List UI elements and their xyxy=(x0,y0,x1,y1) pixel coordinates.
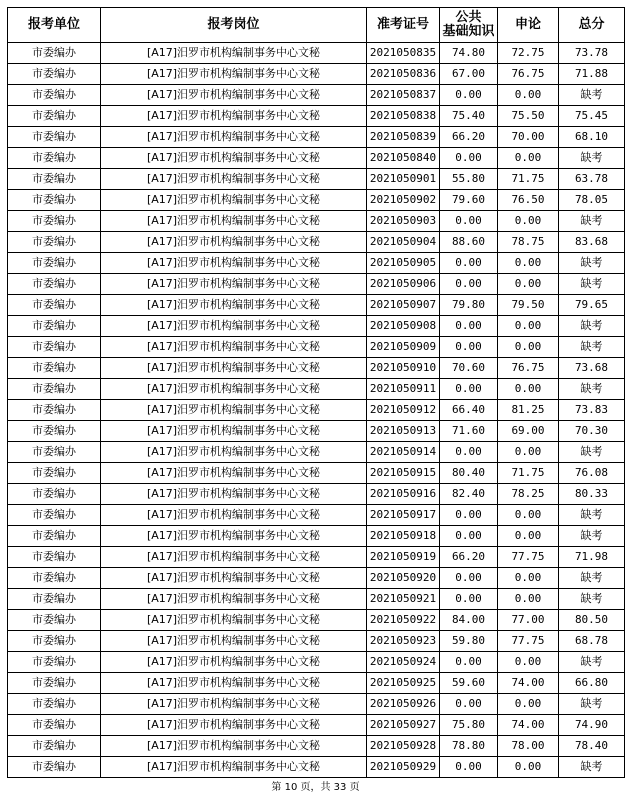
cell-position: [A17]汨罗市机构编制事务中心文秘 xyxy=(101,106,367,127)
cell-total: 70.30 xyxy=(559,421,625,442)
cell-total: 78.40 xyxy=(559,736,625,757)
cell-position: [A17]汨罗市机构编制事务中心文秘 xyxy=(101,274,367,295)
cell-essay: 81.25 xyxy=(498,400,559,421)
table-row xyxy=(8,568,625,589)
cell-essay: 0.00 xyxy=(498,253,559,274)
cell-total: 80.50 xyxy=(559,610,625,631)
cell-position: [A17]汨罗市机构编制事务中心文秘 xyxy=(101,526,367,547)
table-row xyxy=(8,652,625,673)
cell-essay: 0.00 xyxy=(498,757,559,778)
table-row xyxy=(8,169,625,190)
cell-essay: 0.00 xyxy=(498,442,559,463)
cell-total: 71.88 xyxy=(559,64,625,85)
cell-exam-id: 2021050924 xyxy=(367,652,440,673)
cell-total: 缺考 xyxy=(559,337,625,358)
cell-essay: 79.50 xyxy=(498,295,559,316)
header-total: 总分 xyxy=(559,8,625,43)
cell-essay: 0.00 xyxy=(498,694,559,715)
cell-exam-id: 2021050927 xyxy=(367,715,440,736)
cell-position: [A17]汨罗市机构编制事务中心文秘 xyxy=(101,631,367,652)
header-row xyxy=(8,8,625,43)
cell-exam-id: 2021050835 xyxy=(367,43,440,64)
cell-position: [A17]汨罗市机构编制事务中心文秘 xyxy=(101,547,367,568)
cell-total: 66.80 xyxy=(559,673,625,694)
cell-essay: 0.00 xyxy=(498,274,559,295)
cell-total: 78.05 xyxy=(559,190,625,211)
table-row xyxy=(8,190,625,211)
cell-unit: 市委编办 xyxy=(8,43,101,64)
cell-exam-id: 2021050921 xyxy=(367,589,440,610)
table-row xyxy=(8,106,625,127)
cell-exam-id: 2021050908 xyxy=(367,316,440,337)
cell-basic-knowledge: 0.00 xyxy=(440,589,498,610)
cell-basic-knowledge: 71.60 xyxy=(440,421,498,442)
table-row xyxy=(8,610,625,631)
cell-exam-id: 2021050839 xyxy=(367,127,440,148)
cell-total: 缺考 xyxy=(559,316,625,337)
cell-unit: 市委编办 xyxy=(8,379,101,400)
cell-essay: 78.75 xyxy=(498,232,559,253)
cell-essay: 0.00 xyxy=(498,148,559,169)
cell-basic-knowledge: 55.80 xyxy=(440,169,498,190)
cell-basic-knowledge: 0.00 xyxy=(440,85,498,106)
table-row xyxy=(8,463,625,484)
cell-basic-knowledge: 79.80 xyxy=(440,295,498,316)
cell-exam-id: 2021050903 xyxy=(367,211,440,232)
cell-essay: 0.00 xyxy=(498,211,559,232)
cell-exam-id: 2021050926 xyxy=(367,694,440,715)
cell-exam-id: 2021050912 xyxy=(367,400,440,421)
cell-position: [A17]汨罗市机构编制事务中心文秘 xyxy=(101,421,367,442)
cell-essay: 0.00 xyxy=(498,526,559,547)
cell-total: 缺考 xyxy=(559,757,625,778)
table-row xyxy=(8,379,625,400)
cell-total: 73.83 xyxy=(559,400,625,421)
cell-position: [A17]汨罗市机构编制事务中心文秘 xyxy=(101,127,367,148)
cell-basic-knowledge: 66.20 xyxy=(440,127,498,148)
cell-exam-id: 2021050906 xyxy=(367,274,440,295)
cell-total: 缺考 xyxy=(559,148,625,169)
cell-unit: 市委编办 xyxy=(8,421,101,442)
table-row xyxy=(8,358,625,379)
cell-exam-id: 2021050920 xyxy=(367,568,440,589)
table-row xyxy=(8,736,625,757)
header-basic-knowledge xyxy=(440,8,498,43)
cell-exam-id: 2021050836 xyxy=(367,64,440,85)
cell-unit: 市委编办 xyxy=(8,400,101,421)
cell-total: 73.78 xyxy=(559,43,625,64)
cell-exam-id: 2021050902 xyxy=(367,190,440,211)
cell-essay: 74.00 xyxy=(498,715,559,736)
cell-total: 73.68 xyxy=(559,358,625,379)
table-row xyxy=(8,757,625,778)
cell-exam-id: 2021050914 xyxy=(367,442,440,463)
cell-position: [A17]汨罗市机构编制事务中心文秘 xyxy=(101,568,367,589)
cell-basic-knowledge: 0.00 xyxy=(440,316,498,337)
cell-exam-id: 2021050925 xyxy=(367,673,440,694)
cell-total: 71.98 xyxy=(559,547,625,568)
table-header xyxy=(8,8,625,43)
header-basic-line2: 基础知识 xyxy=(442,24,495,39)
table-row xyxy=(8,442,625,463)
cell-exam-id: 2021050838 xyxy=(367,106,440,127)
cell-position: [A17]汨罗市机构编制事务中心文秘 xyxy=(101,337,367,358)
table-row xyxy=(8,400,625,421)
table-row xyxy=(8,505,625,526)
cell-total: 缺考 xyxy=(559,568,625,589)
header-essay: 申论 xyxy=(498,8,559,43)
cell-position: [A17]汨罗市机构编制事务中心文秘 xyxy=(101,610,367,631)
cell-essay: 71.75 xyxy=(498,463,559,484)
cell-unit: 市委编办 xyxy=(8,631,101,652)
table-row xyxy=(8,715,625,736)
cell-position: [A17]汨罗市机构编制事务中心文秘 xyxy=(101,652,367,673)
cell-position: [A17]汨罗市机构编制事务中心文秘 xyxy=(101,43,367,64)
cell-position: [A17]汨罗市机构编制事务中心文秘 xyxy=(101,715,367,736)
cell-unit: 市委编办 xyxy=(8,463,101,484)
cell-unit: 市委编办 xyxy=(8,673,101,694)
cell-unit: 市委编办 xyxy=(8,715,101,736)
cell-exam-id: 2021050918 xyxy=(367,526,440,547)
table-row xyxy=(8,295,625,316)
table-row xyxy=(8,484,625,505)
cell-basic-knowledge: 59.60 xyxy=(440,673,498,694)
cell-basic-knowledge: 0.00 xyxy=(440,148,498,169)
cell-essay: 74.00 xyxy=(498,673,559,694)
cell-total: 68.78 xyxy=(559,631,625,652)
cell-essay: 78.00 xyxy=(498,736,559,757)
cell-position: [A17]汨罗市机构编制事务中心文秘 xyxy=(101,316,367,337)
cell-position: [A17]汨罗市机构编制事务中心文秘 xyxy=(101,169,367,190)
cell-basic-knowledge: 82.40 xyxy=(440,484,498,505)
cell-total: 缺考 xyxy=(559,85,625,106)
cell-total: 80.33 xyxy=(559,484,625,505)
cell-position: [A17]汨罗市机构编制事务中心文秘 xyxy=(101,736,367,757)
table-row xyxy=(8,211,625,232)
cell-basic-knowledge: 0.00 xyxy=(440,442,498,463)
cell-unit: 市委编办 xyxy=(8,64,101,85)
cell-position: [A17]汨罗市机构编制事务中心文秘 xyxy=(101,463,367,484)
cell-basic-knowledge: 0.00 xyxy=(440,505,498,526)
cell-essay: 76.50 xyxy=(498,190,559,211)
table-row xyxy=(8,43,625,64)
cell-total: 83.68 xyxy=(559,232,625,253)
scores-table xyxy=(7,7,625,778)
header-position: 报考岗位 xyxy=(101,8,367,43)
cell-exam-id: 2021050929 xyxy=(367,757,440,778)
cell-total: 缺考 xyxy=(559,589,625,610)
cell-essay: 0.00 xyxy=(498,316,559,337)
cell-essay: 72.75 xyxy=(498,43,559,64)
cell-unit: 市委编办 xyxy=(8,757,101,778)
cell-unit: 市委编办 xyxy=(8,547,101,568)
cell-position: [A17]汨罗市机构编制事务中心文秘 xyxy=(101,400,367,421)
cell-essay: 77.00 xyxy=(498,610,559,631)
cell-position: [A17]汨罗市机构编制事务中心文秘 xyxy=(101,85,367,106)
cell-essay: 70.00 xyxy=(498,127,559,148)
table-row xyxy=(8,253,625,274)
cell-essay: 0.00 xyxy=(498,505,559,526)
cell-essay: 0.00 xyxy=(498,652,559,673)
cell-essay: 0.00 xyxy=(498,379,559,400)
cell-total: 68.10 xyxy=(559,127,625,148)
cell-unit: 市委编办 xyxy=(8,85,101,106)
cell-unit: 市委编办 xyxy=(8,211,101,232)
cell-exam-id: 2021050901 xyxy=(367,169,440,190)
cell-basic-knowledge: 74.80 xyxy=(440,43,498,64)
cell-unit: 市委编办 xyxy=(8,106,101,127)
cell-unit: 市委编办 xyxy=(8,484,101,505)
cell-unit: 市委编办 xyxy=(8,526,101,547)
table-row xyxy=(8,631,625,652)
cell-unit: 市委编办 xyxy=(8,568,101,589)
cell-position: [A17]汨罗市机构编制事务中心文秘 xyxy=(101,673,367,694)
cell-total: 缺考 xyxy=(559,442,625,463)
cell-unit: 市委编办 xyxy=(8,274,101,295)
cell-basic-knowledge: 84.00 xyxy=(440,610,498,631)
cell-exam-id: 2021050910 xyxy=(367,358,440,379)
table-row xyxy=(8,85,625,106)
cell-essay: 77.75 xyxy=(498,631,559,652)
table-row xyxy=(8,421,625,442)
cell-basic-knowledge: 79.60 xyxy=(440,190,498,211)
cell-position: [A17]汨罗市机构编制事务中心文秘 xyxy=(101,757,367,778)
cell-unit: 市委编办 xyxy=(8,148,101,169)
cell-basic-knowledge: 0.00 xyxy=(440,526,498,547)
table-row xyxy=(8,127,625,148)
table-row xyxy=(8,64,625,85)
cell-unit: 市委编办 xyxy=(8,337,101,358)
cell-exam-id: 2021050919 xyxy=(367,547,440,568)
table-row xyxy=(8,547,625,568)
cell-position: [A17]汨罗市机构编制事务中心文秘 xyxy=(101,442,367,463)
cell-position: [A17]汨罗市机构编制事务中心文秘 xyxy=(101,211,367,232)
cell-essay: 0.00 xyxy=(498,589,559,610)
cell-exam-id: 2021050905 xyxy=(367,253,440,274)
cell-unit: 市委编办 xyxy=(8,190,101,211)
cell-total: 缺考 xyxy=(559,505,625,526)
table-row xyxy=(8,148,625,169)
cell-total: 缺考 xyxy=(559,379,625,400)
table-row xyxy=(8,526,625,547)
cell-exam-id: 2021050911 xyxy=(367,379,440,400)
cell-basic-knowledge: 59.80 xyxy=(440,631,498,652)
cell-position: [A17]汨罗市机构编制事务中心文秘 xyxy=(101,589,367,610)
cell-essay: 77.75 xyxy=(498,547,559,568)
cell-unit: 市委编办 xyxy=(8,253,101,274)
cell-exam-id: 2021050928 xyxy=(367,736,440,757)
cell-basic-knowledge: 80.40 xyxy=(440,463,498,484)
cell-essay: 69.00 xyxy=(498,421,559,442)
cell-exam-id: 2021050907 xyxy=(367,295,440,316)
cell-total: 缺考 xyxy=(559,652,625,673)
cell-basic-knowledge: 0.00 xyxy=(440,694,498,715)
cell-basic-knowledge: 78.80 xyxy=(440,736,498,757)
table-row xyxy=(8,337,625,358)
cell-position: [A17]汨罗市机构编制事务中心文秘 xyxy=(101,379,367,400)
cell-position: [A17]汨罗市机构编制事务中心文秘 xyxy=(101,232,367,253)
table-row xyxy=(8,589,625,610)
cell-basic-knowledge: 0.00 xyxy=(440,253,498,274)
cell-basic-knowledge: 88.60 xyxy=(440,232,498,253)
cell-position: [A17]汨罗市机构编制事务中心文秘 xyxy=(101,253,367,274)
cell-essay: 78.25 xyxy=(498,484,559,505)
cell-unit: 市委编办 xyxy=(8,295,101,316)
cell-unit: 市委编办 xyxy=(8,694,101,715)
cell-basic-knowledge: 0.00 xyxy=(440,757,498,778)
cell-total: 缺考 xyxy=(559,526,625,547)
cell-essay: 76.75 xyxy=(498,358,559,379)
cell-position: [A17]汨罗市机构编制事务中心文秘 xyxy=(101,358,367,379)
cell-exam-id: 2021050913 xyxy=(367,421,440,442)
cell-total: 缺考 xyxy=(559,274,625,295)
header-unit: 报考单位 xyxy=(8,8,101,43)
cell-exam-id: 2021050909 xyxy=(367,337,440,358)
cell-unit: 市委编办 xyxy=(8,232,101,253)
cell-unit: 市委编办 xyxy=(8,358,101,379)
table-row xyxy=(8,316,625,337)
cell-basic-knowledge: 0.00 xyxy=(440,379,498,400)
cell-exam-id: 2021050915 xyxy=(367,463,440,484)
cell-position: [A17]汨罗市机构编制事务中心文秘 xyxy=(101,190,367,211)
cell-unit: 市委编办 xyxy=(8,127,101,148)
cell-unit: 市委编办 xyxy=(8,505,101,526)
cell-basic-knowledge: 66.20 xyxy=(440,547,498,568)
cell-essay: 0.00 xyxy=(498,85,559,106)
table-body xyxy=(8,43,625,778)
cell-basic-knowledge: 67.00 xyxy=(440,64,498,85)
page-footer: 第 10 页，共 33 页 xyxy=(271,782,360,793)
cell-position: [A17]汨罗市机构编制事务中心文秘 xyxy=(101,505,367,526)
cell-exam-id: 2021050837 xyxy=(367,85,440,106)
cell-position: [A17]汨罗市机构编制事务中心文秘 xyxy=(101,148,367,169)
cell-total: 76.08 xyxy=(559,463,625,484)
cell-exam-id: 2021050904 xyxy=(367,232,440,253)
cell-exam-id: 2021050923 xyxy=(367,631,440,652)
cell-total: 63.78 xyxy=(559,169,625,190)
cell-basic-knowledge: 0.00 xyxy=(440,568,498,589)
cell-unit: 市委编办 xyxy=(8,316,101,337)
cell-position: [A17]汨罗市机构编制事务中心文秘 xyxy=(101,64,367,85)
cell-essay: 0.00 xyxy=(498,337,559,358)
header-exam-id: 准考证号 xyxy=(367,8,440,43)
cell-total: 缺考 xyxy=(559,211,625,232)
cell-essay: 76.75 xyxy=(498,64,559,85)
cell-unit: 市委编办 xyxy=(8,442,101,463)
table-row xyxy=(8,673,625,694)
cell-basic-knowledge: 0.00 xyxy=(440,652,498,673)
cell-essay: 71.75 xyxy=(498,169,559,190)
cell-exam-id: 2021050917 xyxy=(367,505,440,526)
cell-unit: 市委编办 xyxy=(8,610,101,631)
header-basic-line1: 公共 xyxy=(455,10,482,25)
cell-basic-knowledge: 0.00 xyxy=(440,211,498,232)
cell-total: 74.90 xyxy=(559,715,625,736)
cell-total: 75.45 xyxy=(559,106,625,127)
cell-unit: 市委编办 xyxy=(8,169,101,190)
cell-basic-knowledge: 75.80 xyxy=(440,715,498,736)
cell-unit: 市委编办 xyxy=(8,736,101,757)
cell-basic-knowledge: 66.40 xyxy=(440,400,498,421)
cell-exam-id: 2021050922 xyxy=(367,610,440,631)
table-row xyxy=(8,232,625,253)
cell-basic-knowledge: 0.00 xyxy=(440,337,498,358)
cell-total: 79.65 xyxy=(559,295,625,316)
cell-basic-knowledge: 75.40 xyxy=(440,106,498,127)
cell-unit: 市委编办 xyxy=(8,652,101,673)
cell-position: [A17]汨罗市机构编制事务中心文秘 xyxy=(101,295,367,316)
cell-basic-knowledge: 70.60 xyxy=(440,358,498,379)
cell-position: [A17]汨罗市机构编制事务中心文秘 xyxy=(101,694,367,715)
cell-total: 缺考 xyxy=(559,253,625,274)
cell-essay: 75.50 xyxy=(498,106,559,127)
cell-unit: 市委编办 xyxy=(8,589,101,610)
cell-position: [A17]汨罗市机构编制事务中心文秘 xyxy=(101,484,367,505)
cell-total: 缺考 xyxy=(559,694,625,715)
cell-basic-knowledge: 0.00 xyxy=(440,274,498,295)
table-row xyxy=(8,694,625,715)
cell-exam-id: 2021050840 xyxy=(367,148,440,169)
table-row xyxy=(8,274,625,295)
cell-essay: 0.00 xyxy=(498,568,559,589)
cell-exam-id: 2021050916 xyxy=(367,484,440,505)
